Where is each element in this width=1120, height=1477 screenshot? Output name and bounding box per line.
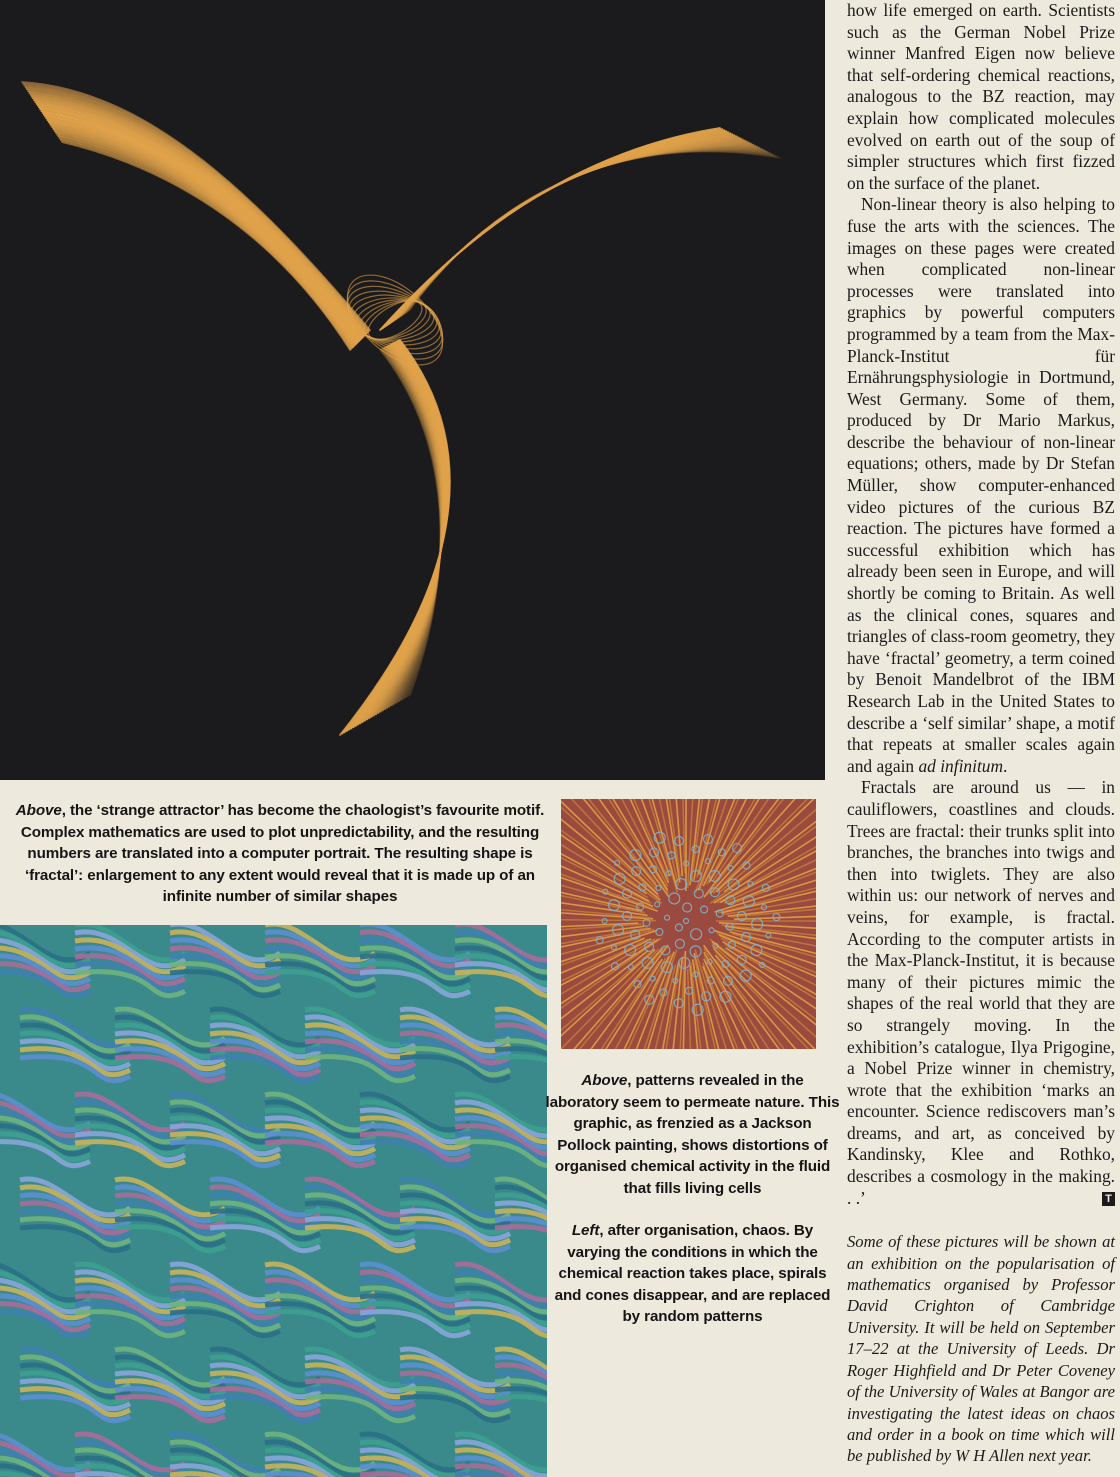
strange-attractor-image <box>0 0 825 780</box>
chaos-caption <box>545 1220 840 1328</box>
chaos-caption-lead: Left <box>571 1222 600 1239</box>
patterns-caption-text: , patterns revealed in the laboratory seem to permeate nature. This graphic, as frenzied as a Jackson Pollock painting, shows distortions of organised chemical activity in the fluid that fills living cells <box>545 1072 840 1197</box>
chaos-pattern-image <box>0 925 547 1477</box>
chaos-caption-text: , after organisation, chaos. By varying the conditions in which the chemical reaction takes place, spirals and cones disappear, and are replaced by random patterns <box>554 1222 831 1325</box>
bz-reaction-graphic <box>561 799 816 1049</box>
article-paragraph-2 <box>847 194 1115 777</box>
article-paragraph-2-italic: ad infinitum <box>918 755 1004 776</box>
article-paragraph-3 <box>847 777 1115 1209</box>
patterns-caption <box>545 1070 840 1199</box>
attractor-caption-lead: Above <box>15 802 62 819</box>
patterns-caption-lead: Above <box>581 1072 628 1089</box>
article-body <box>847 0 1115 1467</box>
attractor-caption <box>10 800 550 908</box>
strange-attractor-graphic <box>0 0 825 780</box>
article-paragraph-3-text: Fractals are around us — in cauliflowers, coastlines and clouds. Trees are fractal: their trunks split into branches, the branches into twigs and then into twiglets. They are also within us: our network of nerves and veins, for example, is fractal. According to the computer artists in the Max-Planck-Institut, it is because many of their pictures mimic the shapes of the real world that they are so strangely moving. In the exhibition’s catalogue, Ilya Prigogine, a Nobel Prize winner in chemistry, wrote that the exhibition ‘marks an encounter. Science rediscovers man’s dreams, and art, as conceived by Kandinsky, Klee and Rothko, describes a cosmology in the making. . .’ <box>847 777 1115 1208</box>
article-paragraph-2-text: Non-linear theory is also helping to fuse the arts with the sciences. The images on these pages were created when complicated non-linear processes were translated into graphics by powerful computers programmed by a team from the Max-Planck-Institut für Ernährungsphysiologie in Dortmund, West Germany. Some of them, produced by Dr Mario Markus, describe the behaviour of non-linear equations; others, made by Dr Stefan Müller, show computer-enhanced video pictures of the curious BZ reaction. The pictures have formed a successful exhibition which has already been seen in Europe, and will shortly be coming to Britain. As well as the clinical cones, squares and triangles of class-room geometry, they have ‘fractal’ geometry, a term coined by Benoit Mandelbrot of the IBM Research Lab in the United States to describe a ‘self similar’ shape, a motif that repeats at smaller scales again and again <box>847 194 1115 776</box>
article-paragraph-1: how life emerged on earth. Scientists such as the German Nobel Prize winner Manfred Eigen now believe that self-ordering chemical reactions, analogous to the BZ reaction, may explain how complicated molecules evolved on earth out of the soup of simpler structures which first fizzed on the surface of the planet. <box>847 0 1115 193</box>
article-paragraph-2-end: . <box>1003 755 1008 776</box>
attractor-caption-text: , the ‘strange attractor’ has become the chaologist’s favourite motif. Complex mathematics are used to plot unpredictability, and the resulting numbers are translated into a computer portrait. The resulting shape is ‘fractal’: enlargement to any extent would reveal that it is made up of an infinite number of similar shapes <box>20 802 545 905</box>
article-credits: Some of these pictures will be shown at an exhibition on the popularisation of mathematics organised by Professor David Crighton of Cambridge University. It will be held on September 17–22 at the University of Leeds. Dr Roger Highfield and Dr Peter Coveney of the University of Wales at Bangor are investigating the latest ideas on chaos and order in a book on time which will be published by W H Allen next year. <box>847 1232 1115 1466</box>
chaos-pattern-graphic <box>0 925 547 1477</box>
end-of-article-mark: T <box>1102 1192 1115 1206</box>
bz-reaction-image <box>561 799 816 1049</box>
patterns-caption-block <box>545 1070 840 1328</box>
